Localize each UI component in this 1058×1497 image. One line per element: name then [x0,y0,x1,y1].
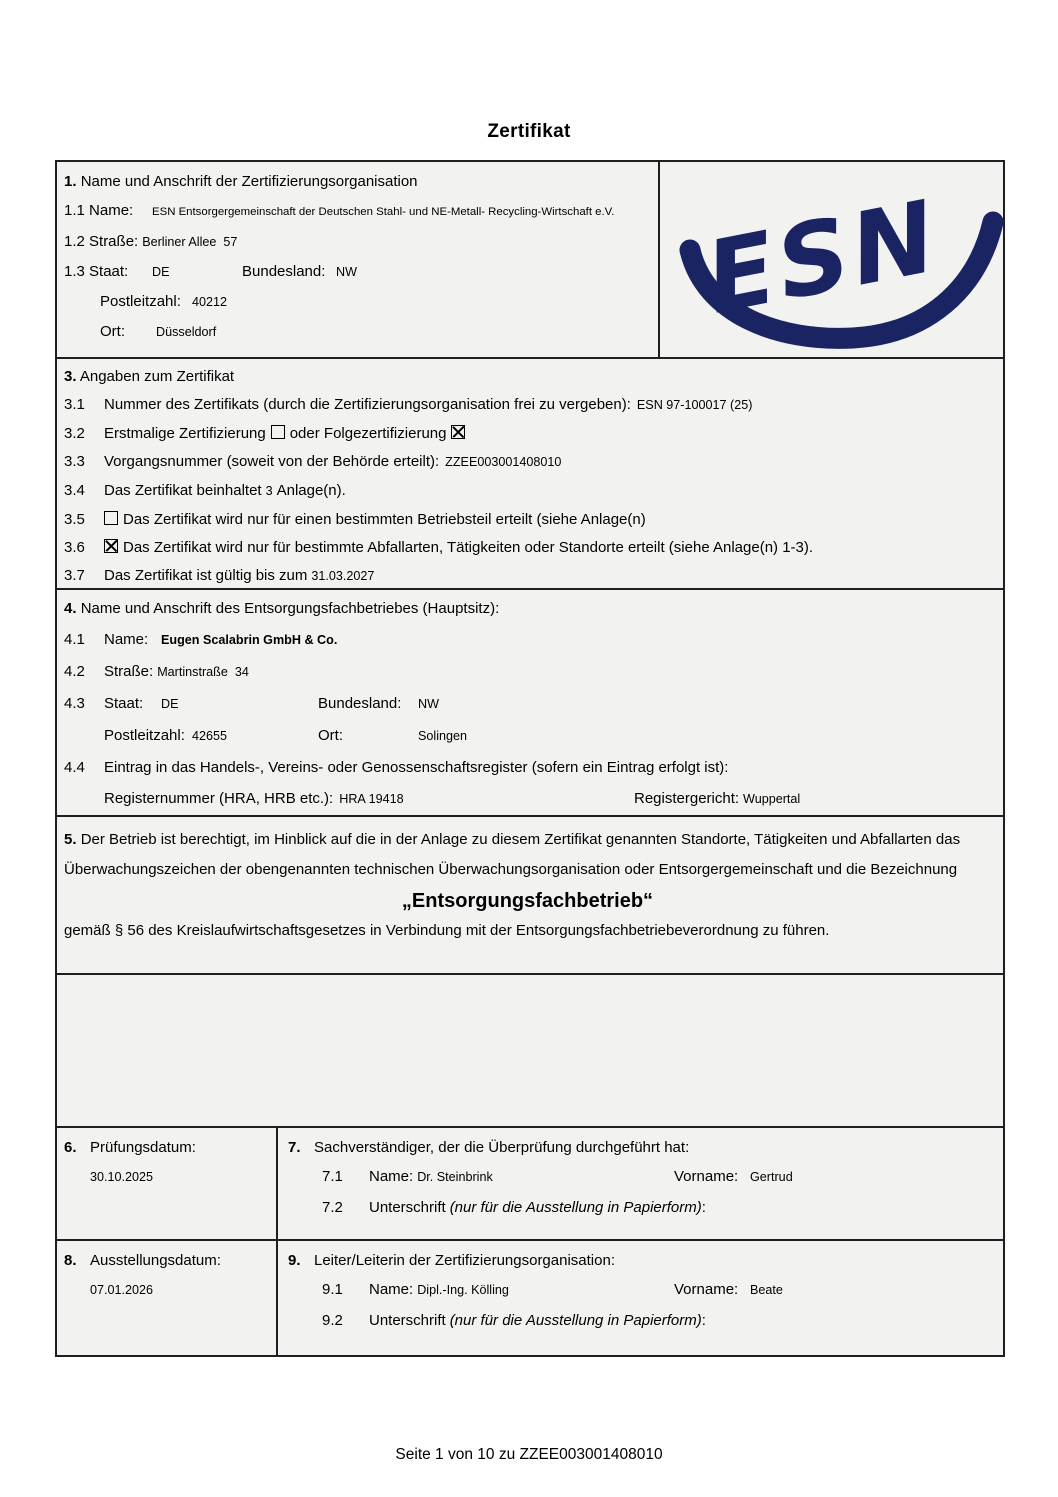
company-heading-text: Name und Anschrift des Entsorgungsfachbetriebes (Hauptsitz): [80,600,500,617]
company-bundesland-value: NW [418,697,439,711]
expert-number: 7. [288,1139,301,1156]
expert-signature-colon: : [701,1199,706,1216]
leader-name-index: 9.1 [322,1281,343,1298]
company-name-index: 4.1 [64,631,85,648]
expert-name-index: 7.1 [322,1168,343,1185]
company-register-label: Eintrag in das Handels-, Vereins- oder Genossenschaftsregister (sofern ein Eintrag erfolgt ist): [104,759,729,776]
org-city-label: Ort: [100,323,125,340]
section-company [55,588,1005,817]
leader-signature-label: Unterschrift [369,1312,446,1329]
issue-date-heading [64,1251,268,1270]
company-regcourt-group [634,789,800,809]
company-street-index: 4.2 [64,663,85,680]
company-register-index: 4.4 [64,759,85,776]
org-zip-value: 40212 [192,295,228,309]
cert-process-label: Vorgangsnummer (soweit von der Behörde erteilt): [104,453,440,470]
org-city-row [64,322,650,342]
cert-number-index: 3.1 [64,396,85,413]
cert-type-first-label: Erstmalige Zertifizierung [104,425,266,442]
page-title: Zertifikat [487,121,571,142]
section-issue-date [55,1239,278,1357]
company-name-row [64,630,995,650]
betriebsteil-checkbox [104,511,118,525]
esn-logo [660,162,1003,357]
cert-annex-label-b: Anlage(n). [276,482,346,499]
org-state-label: 1.3 Staat: [64,263,129,280]
audit-date-label: Prüfungsdatum: [90,1139,196,1156]
org-state-row [64,262,650,282]
cert-heading-number: 3. [64,368,77,385]
cert-process-row [64,452,995,472]
expert-name-label: Name: [369,1168,414,1185]
section-cert [55,357,1005,590]
cert-process-value: ZZEE003001408010 [445,455,562,469]
leader-number: 9. [288,1252,301,1269]
section-org [55,160,660,359]
company-name-label: Name: [104,631,149,648]
entitlement-designation: „Entsorgungsfachbetrieb“ [401,890,654,912]
expert-signature-label: Unterschrift [369,1199,446,1216]
company-register-row [64,758,995,777]
company-name-value: Eugen Scalabrin GmbH & Co. [161,633,338,647]
leader-signature-index: 9.2 [322,1312,343,1329]
org-bundesland-label: Bundesland: [242,263,326,280]
cert-part-row [64,510,995,529]
leader-signature-row [288,1311,995,1330]
org-heading [64,172,650,191]
expert-name-row [288,1167,995,1187]
leader-name-label: Name: [369,1281,414,1298]
cert-scope-index: 3.6 [64,539,85,556]
follow-certification-checkbox [451,425,465,439]
expert-signature-index: 7.2 [322,1199,343,1216]
org-street-row [64,232,650,252]
company-zip-label: Postleitzahl: [104,727,185,744]
company-state-value: DE [161,697,179,711]
cert-scope-label: Das Zertifikat wird nur für bestimmte Abfallarten, Tätigkeiten oder Standorte erteilt (siehe Anlage(n) 1-3). [123,539,814,556]
company-regnum-label: Registernummer (HRA, HRB etc.): [104,790,334,807]
section-5-empty-area [55,973,1005,1128]
cert-part-index: 3.5 [64,511,85,528]
issue-date-row [90,1280,268,1300]
esn-logo-text: ESN [697,179,949,337]
company-heading-number: 4. [64,600,77,617]
section-leader [276,1239,1005,1357]
leader-heading-text: Leiter/Leiterin der Zertifizierungsorganisation: [314,1252,615,1269]
org-heading-text: Name und Anschrift der Zertifizierungsorganisation [80,173,418,190]
expert-firstname-group [674,1167,793,1187]
cert-heading-text: Angaben zum Zertifikat [79,368,235,385]
issue-date-number: 8. [64,1252,77,1269]
company-regnum-row [64,789,995,809]
org-city-value: Düsseldorf [156,325,217,339]
cert-process-index: 3.3 [64,453,85,470]
expert-heading [288,1138,995,1157]
company-regnum-value: HRA 19418 [339,792,404,806]
cert-valid-value: 31.03.2027 [311,569,375,583]
logo-cell [658,160,1005,359]
entitlement-number: 5. [64,831,77,848]
cert-scope-row [64,538,995,557]
org-state-value: DE [152,265,170,279]
leader-signature-colon: : [701,1312,706,1329]
company-street-row [64,662,995,682]
expert-signature-row [288,1198,995,1217]
company-bundesland-label: Bundesland: [318,695,402,712]
entitlement-intro-text: Der Betrieb ist berechtigt, im Hinblick auf die in der Anlage zu diesem Zertifikat genannten Standorte, Tätigkeiten und Abfallarten das Überwachungszeichen der obengenannten technischen Überwachungsorganisation oder Entsorgergemeinschaft und die Bezeichnung [64,831,961,878]
audit-date-heading [64,1138,268,1157]
org-zip-label: Postleitzahl: [100,293,181,310]
leader-name-value: Dipl.-Ing. Kölling [417,1283,509,1297]
abfallarten-checkbox [104,539,118,553]
org-name-value: ESN Entsorgergemeinschaft der Deutschen Stahl- und NE-Metall- Recycling-Wirtschaft e.V. [152,206,615,218]
expert-firstname-label: Vorname: [674,1168,739,1185]
cert-part-label: Das Zertifikat wird nur für einen bestimmten Betriebsteil erteilt (siehe Anlage(n) [123,511,646,528]
audit-date-number: 6. [64,1139,77,1156]
cert-number-label: Nummer des Zertifikats (durch die Zertifizierungsorganisation frei zu vergeben): [104,396,631,413]
cert-type-follow-label: oder Folgezertifizierung [289,425,447,442]
section-audit-date [55,1126,278,1241]
audit-date-value: 30.10.2025 [90,1170,154,1184]
org-street-label: 1.2 Straße: [64,233,139,250]
leader-heading [288,1251,995,1270]
cert-valid-row [64,566,995,586]
cert-number-row [64,395,995,415]
audit-date-row [90,1167,268,1187]
company-state-label: Staat: [104,695,144,712]
issue-date-label: Ausstellungsdatum: [90,1252,221,1269]
company-zip-row [64,726,995,746]
company-street-label: Straße: [104,663,154,680]
org-name-label: 1.1 Name: [64,202,134,219]
entitlement-outro: gemäß § 56 des Kreislaufwirtschaftsgesetzes in Verbindung mit der Entsorgungsfachbetriebeverordnung zu führen. [64,922,830,939]
cert-valid-index: 3.7 [64,567,85,584]
page-footer: Seite 1 von 10 zu ZZEE003001408010 [395,1446,663,1463]
company-state-index: 4.3 [64,695,85,712]
cert-heading [64,367,995,386]
company-street-value: Martinstraße 34 [157,665,249,679]
cert-annex-index: 3.4 [64,482,85,499]
leader-firstname-value: Beate [750,1283,783,1297]
leader-name-row [288,1280,995,1300]
org-name-row [64,201,650,222]
expert-name-value: Dr. Steinbrink [417,1170,493,1184]
section-expert [276,1126,1005,1241]
cert-annex-label-a: Das Zertifikat beinhaltet [104,482,262,499]
expert-firstname-value: Gertrud [750,1170,793,1184]
org-heading-number: 1. [64,173,77,190]
issue-date-value: 07.01.2026 [90,1283,154,1297]
leader-firstname-label: Vorname: [674,1281,739,1298]
expert-signature-note: (nur für die Ausstellung in Papierform) [449,1199,702,1216]
cert-type-index: 3.2 [64,425,85,442]
expert-heading-text: Sachverständiger, der die Überprüfung durchgeführt hat: [314,1139,690,1156]
cert-annex-count: 3 [265,484,273,498]
leader-signature-note: (nur für die Ausstellung in Papierform) [449,1312,702,1329]
cert-valid-label: Das Zertifikat ist gültig bis zum [104,567,308,584]
first-certification-checkbox [271,425,285,439]
company-state-row [64,694,995,714]
cert-number-value: ESN 97-100017 (25) [636,398,753,412]
org-bundesland-value: NW [336,265,357,279]
section-entitlement [55,815,1005,975]
company-city-value: Solingen [418,729,468,743]
leader-firstname-group [674,1280,783,1300]
cert-type-row [64,424,995,443]
company-zip-value: 42655 [192,729,228,743]
org-zip-row [64,292,650,312]
cert-annex-row [64,481,995,501]
org-street-value: Berliner Allee 57 [142,235,238,249]
company-regcourt-label: Registergericht: [634,790,740,807]
company-regcourt-value: Wuppertal [743,792,801,806]
entitlement-intro [64,825,991,885]
company-city-label: Ort: [318,727,343,744]
company-heading [64,599,995,618]
